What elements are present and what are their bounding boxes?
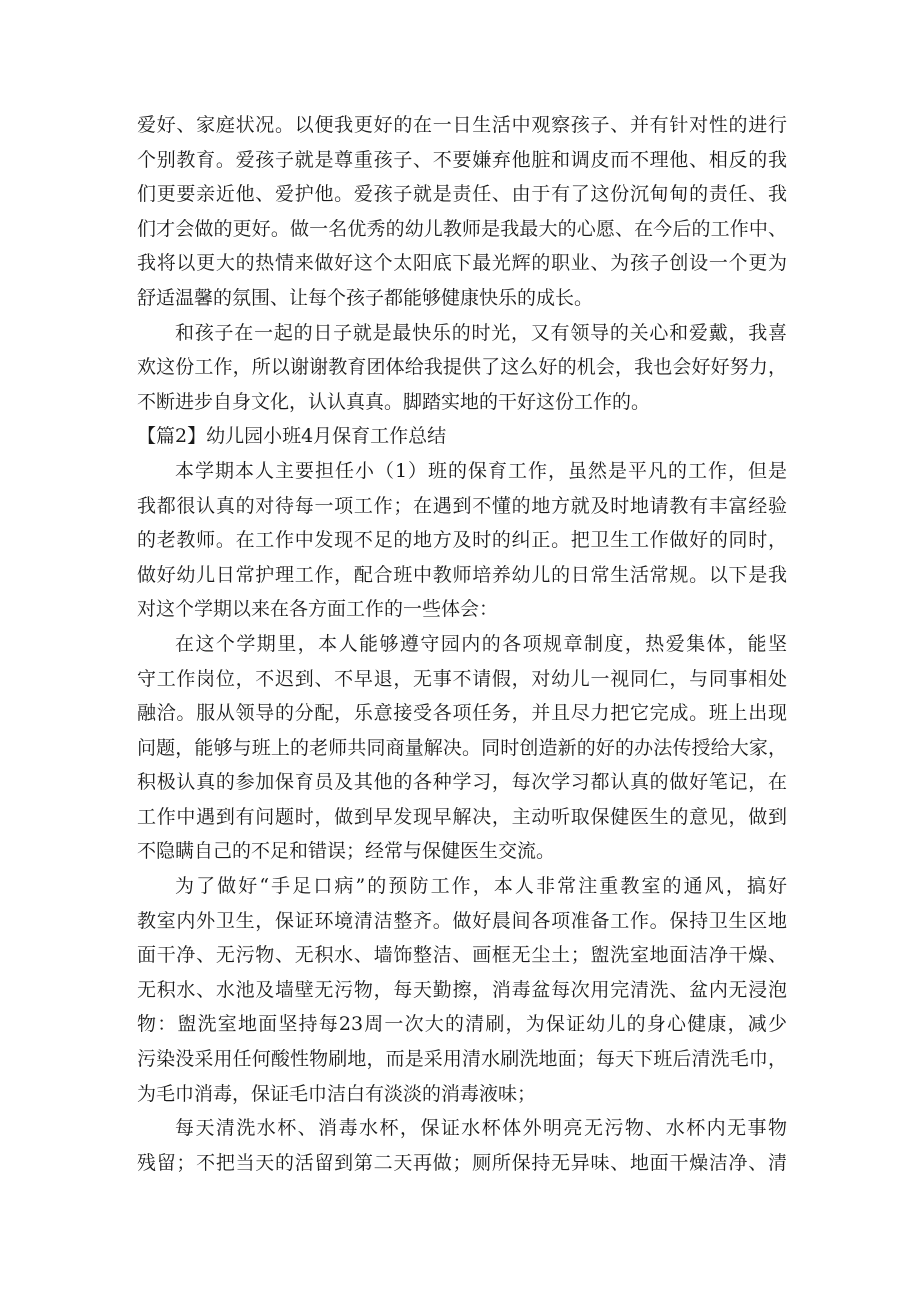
text-line: 不断进步自身文化，认认真真。脚踏实地的干好这份工作的。 (137, 390, 651, 413)
text-line: 守工作岗位，不迟到、不早退，无事不请假，对幼儿一视同仁，与同事相处 (137, 667, 787, 690)
text-line: 积极认真的参加保育员及其他的各种学习，每次学习都认真的做好笔记，在 (137, 771, 787, 794)
paragraph (137, 627, 787, 869)
text-line: 不隐瞒自己的不足和错误；经常与保健医生交流。 (137, 840, 556, 863)
text-line: 我都很认真的对待每一项工作；在遇到不懂的地方就及时地请教有丰富经验 (137, 494, 787, 517)
text-line: 面干净、无污物、无积水、墙饰整洁、画框无尘土；盥洗室地面洁净干燥、 (137, 944, 787, 967)
text-line: 融洽。服从领导的分配，乐意接受各项任务，并且尽力把它完成。班上出现 (137, 702, 787, 725)
text-line: 们才会做的更好。做一名优秀的幼儿教师是我最大的心愿、在今后的工作中、 (137, 217, 787, 240)
text-line: 残留；不把当天的活留到第二天再做；厕所保持无异味、地面干燥洁净、清 (137, 1151, 787, 1174)
document-body (137, 108, 787, 1180)
paragraph (137, 869, 787, 1111)
text-line: 我将以更大的热情来做好这个太阳底下最光辉的职业、为孩子创设一个更为 (137, 252, 787, 275)
text-line: 和孩子在一起的日子就是最快乐的时光，又有领导的关心和爱戴，我喜 (175, 321, 787, 344)
text-line: 本学期本人主要担任小（1）班的保育工作，虽然是平凡的工作，但是 (175, 459, 787, 482)
text-line: 做好幼儿日常护理工作，配合班中教师培养幼儿的日常生活常规。以下是我 (137, 563, 787, 586)
text-line: 欢这份工作，所以谢谢教育团体给我提供了这么好的机会，我也会好好努力， (137, 356, 787, 379)
paragraph (137, 108, 787, 316)
text-line: 为毛巾消毒，保证毛巾洁白有淡淡的消毒液味； (137, 1082, 537, 1105)
text-line: 舒适温馨的氛围、让每个孩子都能够健康快乐的成长。 (137, 286, 594, 309)
text-line: 为了做好“手足口病”的预防工作，本人非常注重教室的通风，搞好 (175, 875, 787, 898)
paragraph (137, 316, 787, 420)
text-line: 们更要亲近他、爱护他。爱孩子就是责任、由于有了这份沉甸甸的责任、我 (137, 183, 787, 206)
text-line: 物：盥洗室地面坚持每23周一次大的清刷，为保证幼儿的身心健康，减少 (137, 1013, 787, 1036)
text-line: 问题，能够与班上的老师共同商量解决。同时创造新的好的办法传授给大家， (137, 736, 787, 759)
text-line: 污染没采用任何酸性物刷地，而是采用清水刷洗地面；每天下班后清洗毛巾， (137, 1048, 787, 1071)
paragraph (137, 1111, 787, 1180)
text-line: 爱好、家庭状况。以便我更好的在一日生活中观察孩子、并有针对性的进行 (137, 114, 787, 136)
text-line: 个别教育。爱孩子就是尊重孩子、不要嫌弃他脏和调皮而不理他、相反的我 (137, 148, 787, 171)
text-line: 教室内外卫生，保证环境清洁整齐。做好晨间各项准备工作。保持卫生区地 (137, 909, 787, 932)
section-heading (137, 419, 787, 454)
heading-text: 【篇2】幼儿园小班4月保育工作总结 (137, 425, 447, 448)
text-line: 在这个学期里，本人能够遵守园内的各项规章制度，热爱集体，能坚 (175, 632, 787, 655)
text-line: 每天清洗水杯、消毒水杯，保证水杯体外明亮无污物、水杯内无事物 (175, 1117, 787, 1140)
text-line: 对这个学期以来在各方面工作的一些体会： (137, 598, 499, 621)
paragraph (137, 454, 787, 627)
text-line: 工作中遇到有问题时，做到早发现早解决，主动听取保健医生的意见，做到 (137, 805, 787, 828)
text-line: 的老教师。在工作中发现不足的地方及时的纠正。把卫生工作做好的同时， (137, 529, 787, 552)
text-line: 无积水、水池及墙壁无污物，每天勤擦，消毒盆每次用完清洗、盆内无浸泡 (137, 978, 787, 1001)
